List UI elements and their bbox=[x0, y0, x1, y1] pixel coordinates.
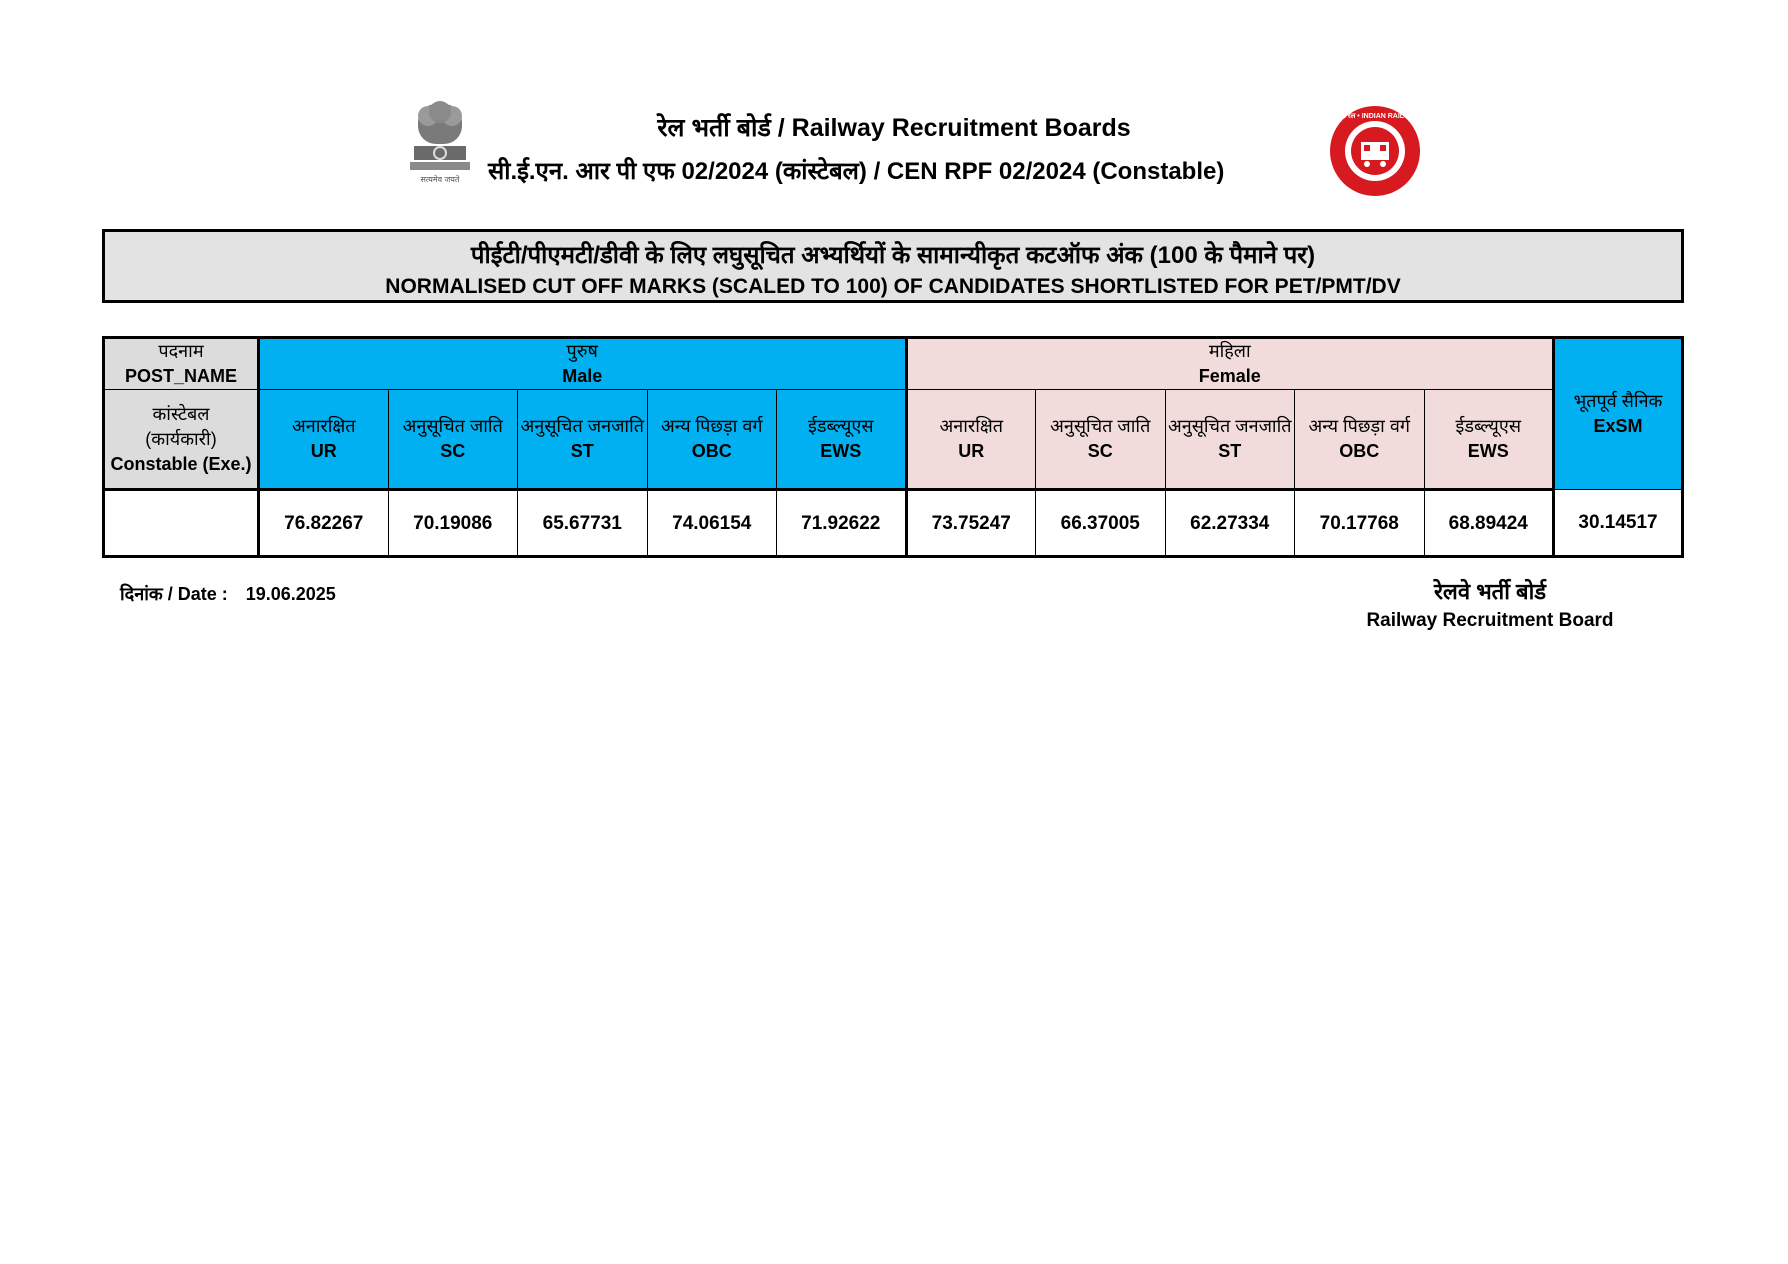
signature-english: Railway Recruitment Board bbox=[1366, 610, 1614, 631]
exsm-value: 30.14517 bbox=[1554, 490, 1683, 557]
male-category-ews: ईडब्ल्यूएस EWS bbox=[777, 390, 907, 490]
female-category-st: अनुसूचित जनजाति ST bbox=[1165, 390, 1295, 490]
male-group-header: पुरुष Male bbox=[259, 338, 907, 390]
male-category-obc: अन्य पिछड़ा वर्ग OBC bbox=[647, 390, 777, 490]
date-line bbox=[120, 582, 336, 606]
female-ews-value: 68.89424 bbox=[1424, 490, 1554, 557]
female-st-value: 62.27334 bbox=[1165, 490, 1295, 557]
male-category-sc: अनुसूचित जाति SC bbox=[388, 390, 518, 490]
post-name-header: पदनाम POST_NAME bbox=[104, 338, 259, 390]
emblem-motto: सत्यमेव जयते bbox=[420, 175, 460, 184]
male-category-ur: अनारक्षित UR bbox=[259, 390, 389, 490]
table-group-header-row bbox=[104, 338, 1683, 390]
page-subtitle: सी.ई.एन. आर पी एफ 02/2024 (कांस्टेबल) / CEN RPF 02/2024 (Constable) bbox=[488, 158, 1225, 185]
female-obc-value: 70.17768 bbox=[1295, 490, 1425, 557]
male-obc-value: 74.06154 bbox=[647, 490, 777, 557]
banner-english: NORMALISED CUT OFF MARKS (SCALED TO 100) OF CANDIDATES SHORTLISTED FOR PET/PMT/DV bbox=[385, 275, 1401, 298]
female-category-obc: अन्य पिछड़ा वर्ग OBC bbox=[1295, 390, 1425, 490]
exsm-header: भूतपूर्व सैनिक ExSM bbox=[1554, 338, 1683, 490]
female-group-header: महिला Female bbox=[906, 338, 1554, 390]
female-category-ews: ईडब्ल्यूएस EWS bbox=[1424, 390, 1554, 490]
banner-hindi: पीईटी/पीएमटी/डीवी के लिए लघुसूचित अभ्यर्थियों के सामान्यीकृत कटऑफ अंक (100 के पैमाने पर) bbox=[470, 242, 1316, 269]
male-st-value: 65.67731 bbox=[518, 490, 648, 557]
male-category-st: अनुसूचित जनजाति ST bbox=[518, 390, 648, 490]
logo-text: भारतीय रेल • INDIAN RAILWAYS bbox=[1328, 113, 1422, 120]
page-header bbox=[0, 88, 1788, 198]
signature-hindi: रेलवे भर्ती बोर्ड bbox=[1433, 579, 1547, 604]
female-category-sc: अनुसूचित जाति SC bbox=[1036, 390, 1166, 490]
male-sc-value: 70.19086 bbox=[388, 490, 518, 557]
male-ews-value: 71.92622 bbox=[777, 490, 907, 557]
signature-block bbox=[1340, 576, 1640, 632]
cutoff-table bbox=[102, 336, 1684, 558]
post-name-cell: कांस्टेबल (कार्यकारी) Constable (Exe.) bbox=[104, 390, 259, 490]
table-row bbox=[104, 490, 1683, 557]
date-label: दिनांक / Date : bbox=[120, 584, 228, 604]
table-category-header-row bbox=[104, 390, 1683, 490]
female-category-ur: अनारक्षित UR bbox=[906, 390, 1036, 490]
date-value: 19.06.2025 bbox=[245, 584, 336, 604]
post-blank-cell bbox=[104, 490, 259, 557]
cutoff-banner bbox=[102, 229, 1684, 303]
female-ur-value: 73.75247 bbox=[906, 490, 1036, 557]
indian-railways-logo-icon bbox=[1328, 104, 1422, 198]
page-title: रेल भर्ती बोर्ड / Railway Recruitment Boards bbox=[657, 114, 1131, 142]
male-ur-value: 76.82267 bbox=[259, 490, 389, 557]
female-sc-value: 66.37005 bbox=[1036, 490, 1166, 557]
